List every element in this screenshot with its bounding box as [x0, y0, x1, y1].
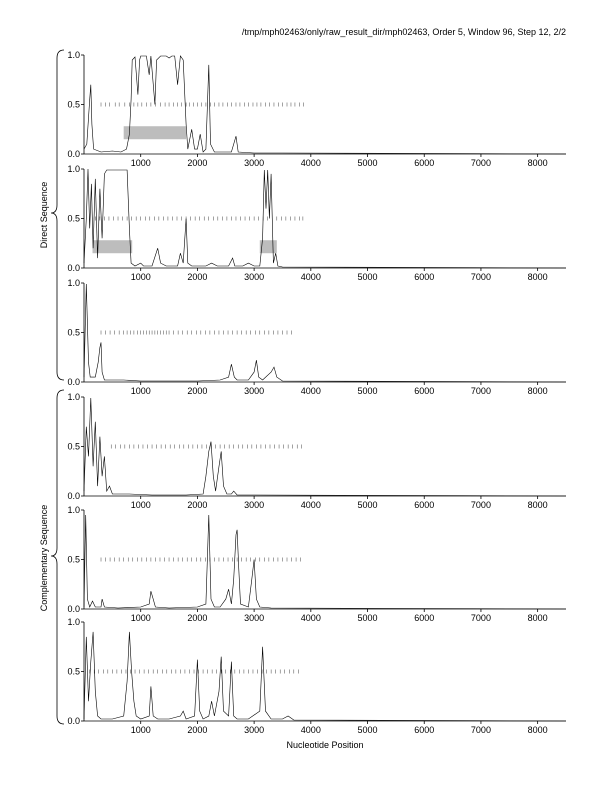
series-line: [84, 284, 566, 382]
y-tick-label: 0.5: [67, 99, 80, 110]
y-tick-label: 0.5: [67, 441, 80, 452]
x-tick-label: 7000: [470, 500, 491, 510]
y-tick-label: 0.0: [67, 604, 80, 614]
x-tick-label: 4000: [300, 500, 321, 510]
panel-complementary-frame-2: [67, 505, 566, 623]
panel-direct-frame-2: [67, 164, 566, 282]
x-tick-label: 2000: [187, 613, 208, 623]
x-tick-label: 5000: [357, 272, 378, 282]
x-tick-label: 1000: [130, 725, 151, 735]
x-tick-label: 7000: [470, 725, 491, 735]
y-tick-label: 0.0: [67, 716, 80, 726]
x-tick-label: 8000: [527, 386, 548, 396]
x-tick-label: 7000: [470, 272, 491, 282]
x-tick-label: 4000: [300, 386, 321, 396]
x-tick-label: 4000: [300, 158, 321, 168]
x-tick-label: 5000: [357, 158, 378, 168]
y-tick-label: 0.0: [67, 377, 80, 387]
x-tick-label: 5000: [357, 500, 378, 510]
x-tick-label: 7000: [470, 386, 491, 396]
y-tick-label: 0.0: [67, 149, 80, 159]
x-tick-label: 2000: [187, 725, 208, 735]
direct-bracket: [51, 50, 64, 380]
y-tick-label: 0.5: [67, 554, 80, 565]
x-tick-label: 6000: [414, 158, 435, 168]
y-tick-label: 0.0: [67, 263, 80, 273]
y-tick-label: 0.5: [67, 213, 80, 224]
panel-complementary-frame-3: [67, 617, 566, 735]
y-tick-label: 0.5: [67, 666, 80, 677]
x-tick-label: 5000: [357, 613, 378, 623]
x-tick-label: 3000: [244, 725, 265, 735]
series-line: [84, 169, 566, 268]
x-tick-label: 1000: [130, 386, 151, 396]
x-tick-label: 2000: [187, 158, 208, 168]
x-tick-label: 4000: [300, 725, 321, 735]
gene-box: [93, 240, 133, 253]
x-tick-label: 8000: [527, 272, 548, 282]
direct-sequence-label: Direct Sequence: [39, 181, 49, 249]
x-tick-label: 2000: [187, 500, 208, 510]
x-tick-label: 8000: [527, 613, 548, 623]
x-tick-label: 6000: [414, 272, 435, 282]
series-line: [84, 56, 566, 154]
x-tick-label: 1000: [130, 613, 151, 623]
y-tick-label: 1.0: [67, 164, 80, 174]
x-tick-label: 3000: [244, 386, 265, 396]
x-tick-label: 5000: [357, 386, 378, 396]
y-tick-label: 1.0: [67, 278, 80, 288]
complementary-bracket: [51, 390, 64, 724]
x-tick-label: 1000: [130, 500, 151, 510]
y-tick-label: 1.0: [67, 505, 80, 515]
x-tick-label: 6000: [414, 500, 435, 510]
series-line: [84, 515, 566, 609]
panel-complementary-frame-1: [67, 392, 566, 510]
x-tick-label: 7000: [470, 158, 491, 168]
x-tick-label: 6000: [414, 725, 435, 735]
x-tick-label: 6000: [414, 613, 435, 623]
x-tick-label: 7000: [470, 613, 491, 623]
x-tick-label: 8000: [527, 500, 548, 510]
y-tick-label: 1.0: [67, 50, 80, 60]
x-tick-label: 8000: [527, 725, 548, 735]
series-line: [84, 632, 566, 721]
x-tick-label: 8000: [527, 158, 548, 168]
x-tick-label: 3000: [244, 500, 265, 510]
y-tick-label: 1.0: [67, 617, 80, 627]
x-tick-label: 4000: [300, 613, 321, 623]
x-tick-label: 4000: [300, 272, 321, 282]
panel-direct-frame-1: [67, 50, 566, 168]
panel-direct-frame-3: [67, 278, 566, 396]
gene-box: [124, 126, 186, 139]
x-tick-label: 2000: [187, 272, 208, 282]
x-axis-label: Nucleotide Position: [286, 740, 364, 750]
complementary-sequence-label: Complementary Sequence: [39, 504, 49, 612]
y-tick-label: 0.0: [67, 491, 80, 501]
x-tick-label: 2000: [187, 386, 208, 396]
x-tick-label: 1000: [130, 158, 151, 168]
y-tick-label: 1.0: [67, 392, 80, 402]
x-tick-label: 5000: [357, 725, 378, 735]
panels: [67, 50, 566, 735]
x-tick-label: 3000: [244, 272, 265, 282]
series-line: [84, 398, 566, 496]
x-tick-label: 6000: [414, 386, 435, 396]
x-tick-label: 3000: [244, 613, 265, 623]
y-tick-label: 0.5: [67, 327, 80, 338]
x-tick-label: 3000: [244, 158, 265, 168]
header-title: /tmp/mph02463/only/raw_result_dir/mph02463, Order 5, Window 96, Step 12, 2/2: [241, 27, 566, 37]
x-tick-label: 1000: [130, 272, 151, 282]
